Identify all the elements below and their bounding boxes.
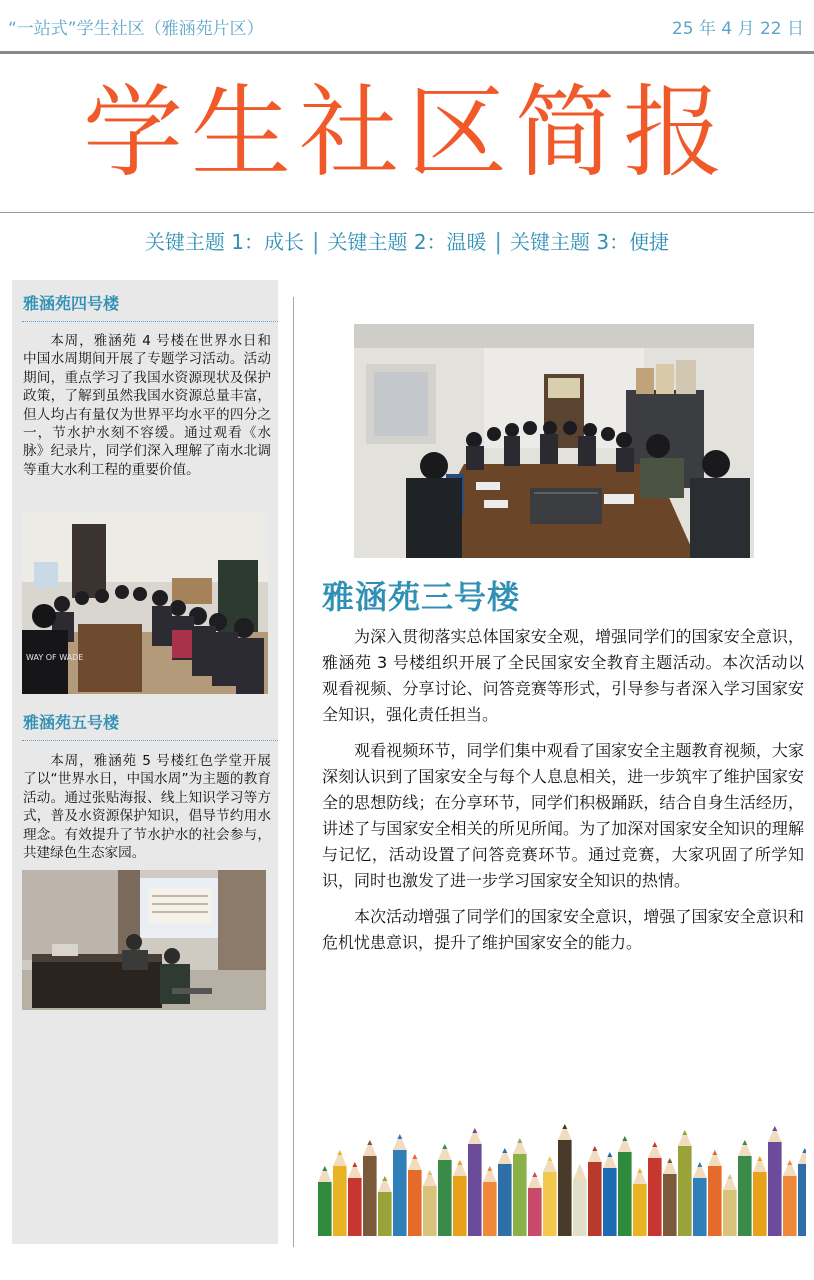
sidebar [12,280,278,1244]
pencil-lead [442,1144,447,1149]
pencil-lead [457,1160,462,1165]
pencil-body [618,1152,632,1236]
top-bar [0,0,814,52]
pencil-body [528,1188,542,1236]
pencil-lead [472,1128,477,1133]
building4-title: 雅涵苑四号楼 [23,294,120,313]
theme-1: 关键主题 1：成长 [144,230,305,254]
building3-title: 雅涵苑三号楼 [322,578,521,616]
theme-number: 2 [413,230,427,254]
building5-photo [22,870,266,1010]
pencil-body [513,1154,527,1236]
masthead-divider [0,212,814,213]
pencil-lead [667,1158,672,1163]
pencil-body [708,1166,722,1236]
pencil-lead [337,1150,342,1155]
theme-number: 1 [231,230,245,254]
pencil-lead [622,1136,627,1141]
theme-label: 关键主题 [144,230,225,254]
pencil-body [393,1150,407,1236]
pencil-lead [397,1134,402,1139]
theme-2: 关键主题 2：温暖 [327,230,487,254]
issue-date: 25 年 4 月 22 日 [671,19,804,39]
top-divider [0,51,814,54]
theme-3: 关键主题 3：便捷 [509,230,670,254]
building3-photo [354,324,754,558]
pencil-lead [697,1162,702,1167]
pencil-lead [352,1162,357,1167]
theme-value: 温暖 [446,230,487,254]
pencil-body [588,1162,602,1236]
pencil-lead [757,1156,762,1161]
pencil-body [663,1174,677,1236]
pencil-body [543,1172,557,1236]
pencil-body [678,1146,692,1236]
building3-article [322,624,804,966]
pencil-body [558,1140,572,1236]
article-paragraph: 为深入贯彻落实总体国家安全观，增强同学们的国家安全意识，雅涵苑 3 号楼组织开展了全民国家安全教育主题活动。本次活动以观看视频、分享讨论、问答竞赛等形式，引导参与者深入学习国家安全知识，强化责任担当。 [322,627,804,724]
pencil-lead [787,1160,792,1165]
pencil-lead [517,1138,522,1143]
building5-title: 雅涵苑五号楼 [23,713,120,732]
pencil-body [378,1192,392,1236]
pencil-body [573,1180,587,1236]
theme-value: 成长 [264,230,305,254]
pencil-body [603,1168,617,1236]
pencil-lead [382,1176,387,1181]
pencil-body [363,1156,377,1236]
building4-photo [22,512,268,694]
theme-separator: | [494,230,502,255]
pencil-body [318,1182,332,1236]
building5-paragraph: 本周，雅涵苑 5 号楼红色学堂开展了以“世界水日，中国水周”为主题的教育活动。通过张贴海报、线上知识学习等方式，普及水资源保护知识，倡导节约用水理念。有效提升了节水护水的社会参与，共建绿色生态家园。 [23,753,271,862]
article-paragraph: 观看视频环节，同学们集中观看了国家安全主题教育视频，大家深刻认识到了国家安全与每个人息息相关，进一步筑牢了维护国家安全的思想防线；在分享环节，同学们积极踊跃，结合自身生活经历，讲述了与国家安全相关的所见所闻。为了加深对国家安全知识的理解与记忆，活动设置了问答竞赛环节。通过竞赛，大家巩固了所学知识，同时也激发了进一步学习国家安全知识的热情。 [322,741,804,890]
pencil-body [498,1164,512,1236]
pencil-lead [592,1146,597,1151]
theme-value: 便捷 [629,230,670,254]
pencil-lead [322,1166,327,1171]
pencils-illustration [318,1112,806,1236]
pencil-body [633,1184,647,1236]
pencil-lead [772,1126,777,1131]
pencil-lead [727,1174,732,1179]
pencil-body [738,1156,752,1236]
key-themes [0,226,814,255]
building5-text [23,752,271,862]
dotted-divider [22,321,278,322]
pencil-body [423,1186,437,1236]
pencil-lead [637,1168,642,1173]
org-name: “一站式”学生社区（雅涵苑片区） [8,19,264,39]
building4-text [23,332,271,479]
pencil-lead [487,1166,492,1171]
pencil-lead [412,1154,417,1159]
pencil-body [468,1144,482,1236]
theme-number: 3 [596,230,610,254]
dotted-divider [22,740,278,741]
pencil-body [333,1166,347,1236]
building4-paragraph: 本周，雅涵苑 4 号楼在世界水日和中国水周期间开展了专题学习活动。活动期间，重点学习了我国水资源现状及保护政策，了解到虽然我国水资源总量丰富，但人均占有量仅为世界平均水平的四分之一，节水护水刻不容缓。通过观看《水脉》纪录片，同学们深入理解了南水北调等重大水利工程的重要价值。 [23,333,271,478]
newsletter-title: 学生社区简报 [83,74,731,191]
theme-separator: | [312,230,320,255]
pencil-lead [712,1150,717,1155]
pencil-lead [607,1152,612,1157]
pencil-body [798,1164,806,1236]
pencil-body [453,1176,467,1236]
pencil-body [693,1178,707,1236]
pencil-body [723,1190,737,1236]
column-divider [293,297,294,1247]
pencil-lead [562,1124,567,1129]
pencil-body [408,1170,422,1236]
pencil-lead [682,1130,687,1135]
shirt-text: WAY OF WADE [26,653,84,662]
pencil-lead [577,1164,582,1169]
pencil-lead [532,1172,537,1177]
pencil-body [783,1176,797,1236]
pencil-lead [742,1140,747,1145]
pencil-body [753,1172,767,1236]
pencil-lead [547,1156,552,1161]
pencil-lead [652,1142,657,1147]
pencil-body [348,1178,362,1236]
pencil-lead [427,1170,432,1175]
pencil-lead [367,1140,372,1145]
pencil-body [648,1158,662,1236]
pencil-body [483,1182,497,1236]
theme-label: 关键主题 [327,230,408,254]
pencil-lead [802,1148,806,1153]
pencil-body [768,1142,782,1236]
theme-label: 关键主题 [509,230,590,254]
pencil-lead [502,1148,507,1153]
article-paragraph: 本次活动增强了同学们的国家安全意识，增强了国家安全意识和危机忧患意识，提升了维护国家安全的能力。 [322,907,804,952]
pencil-body [438,1160,452,1236]
